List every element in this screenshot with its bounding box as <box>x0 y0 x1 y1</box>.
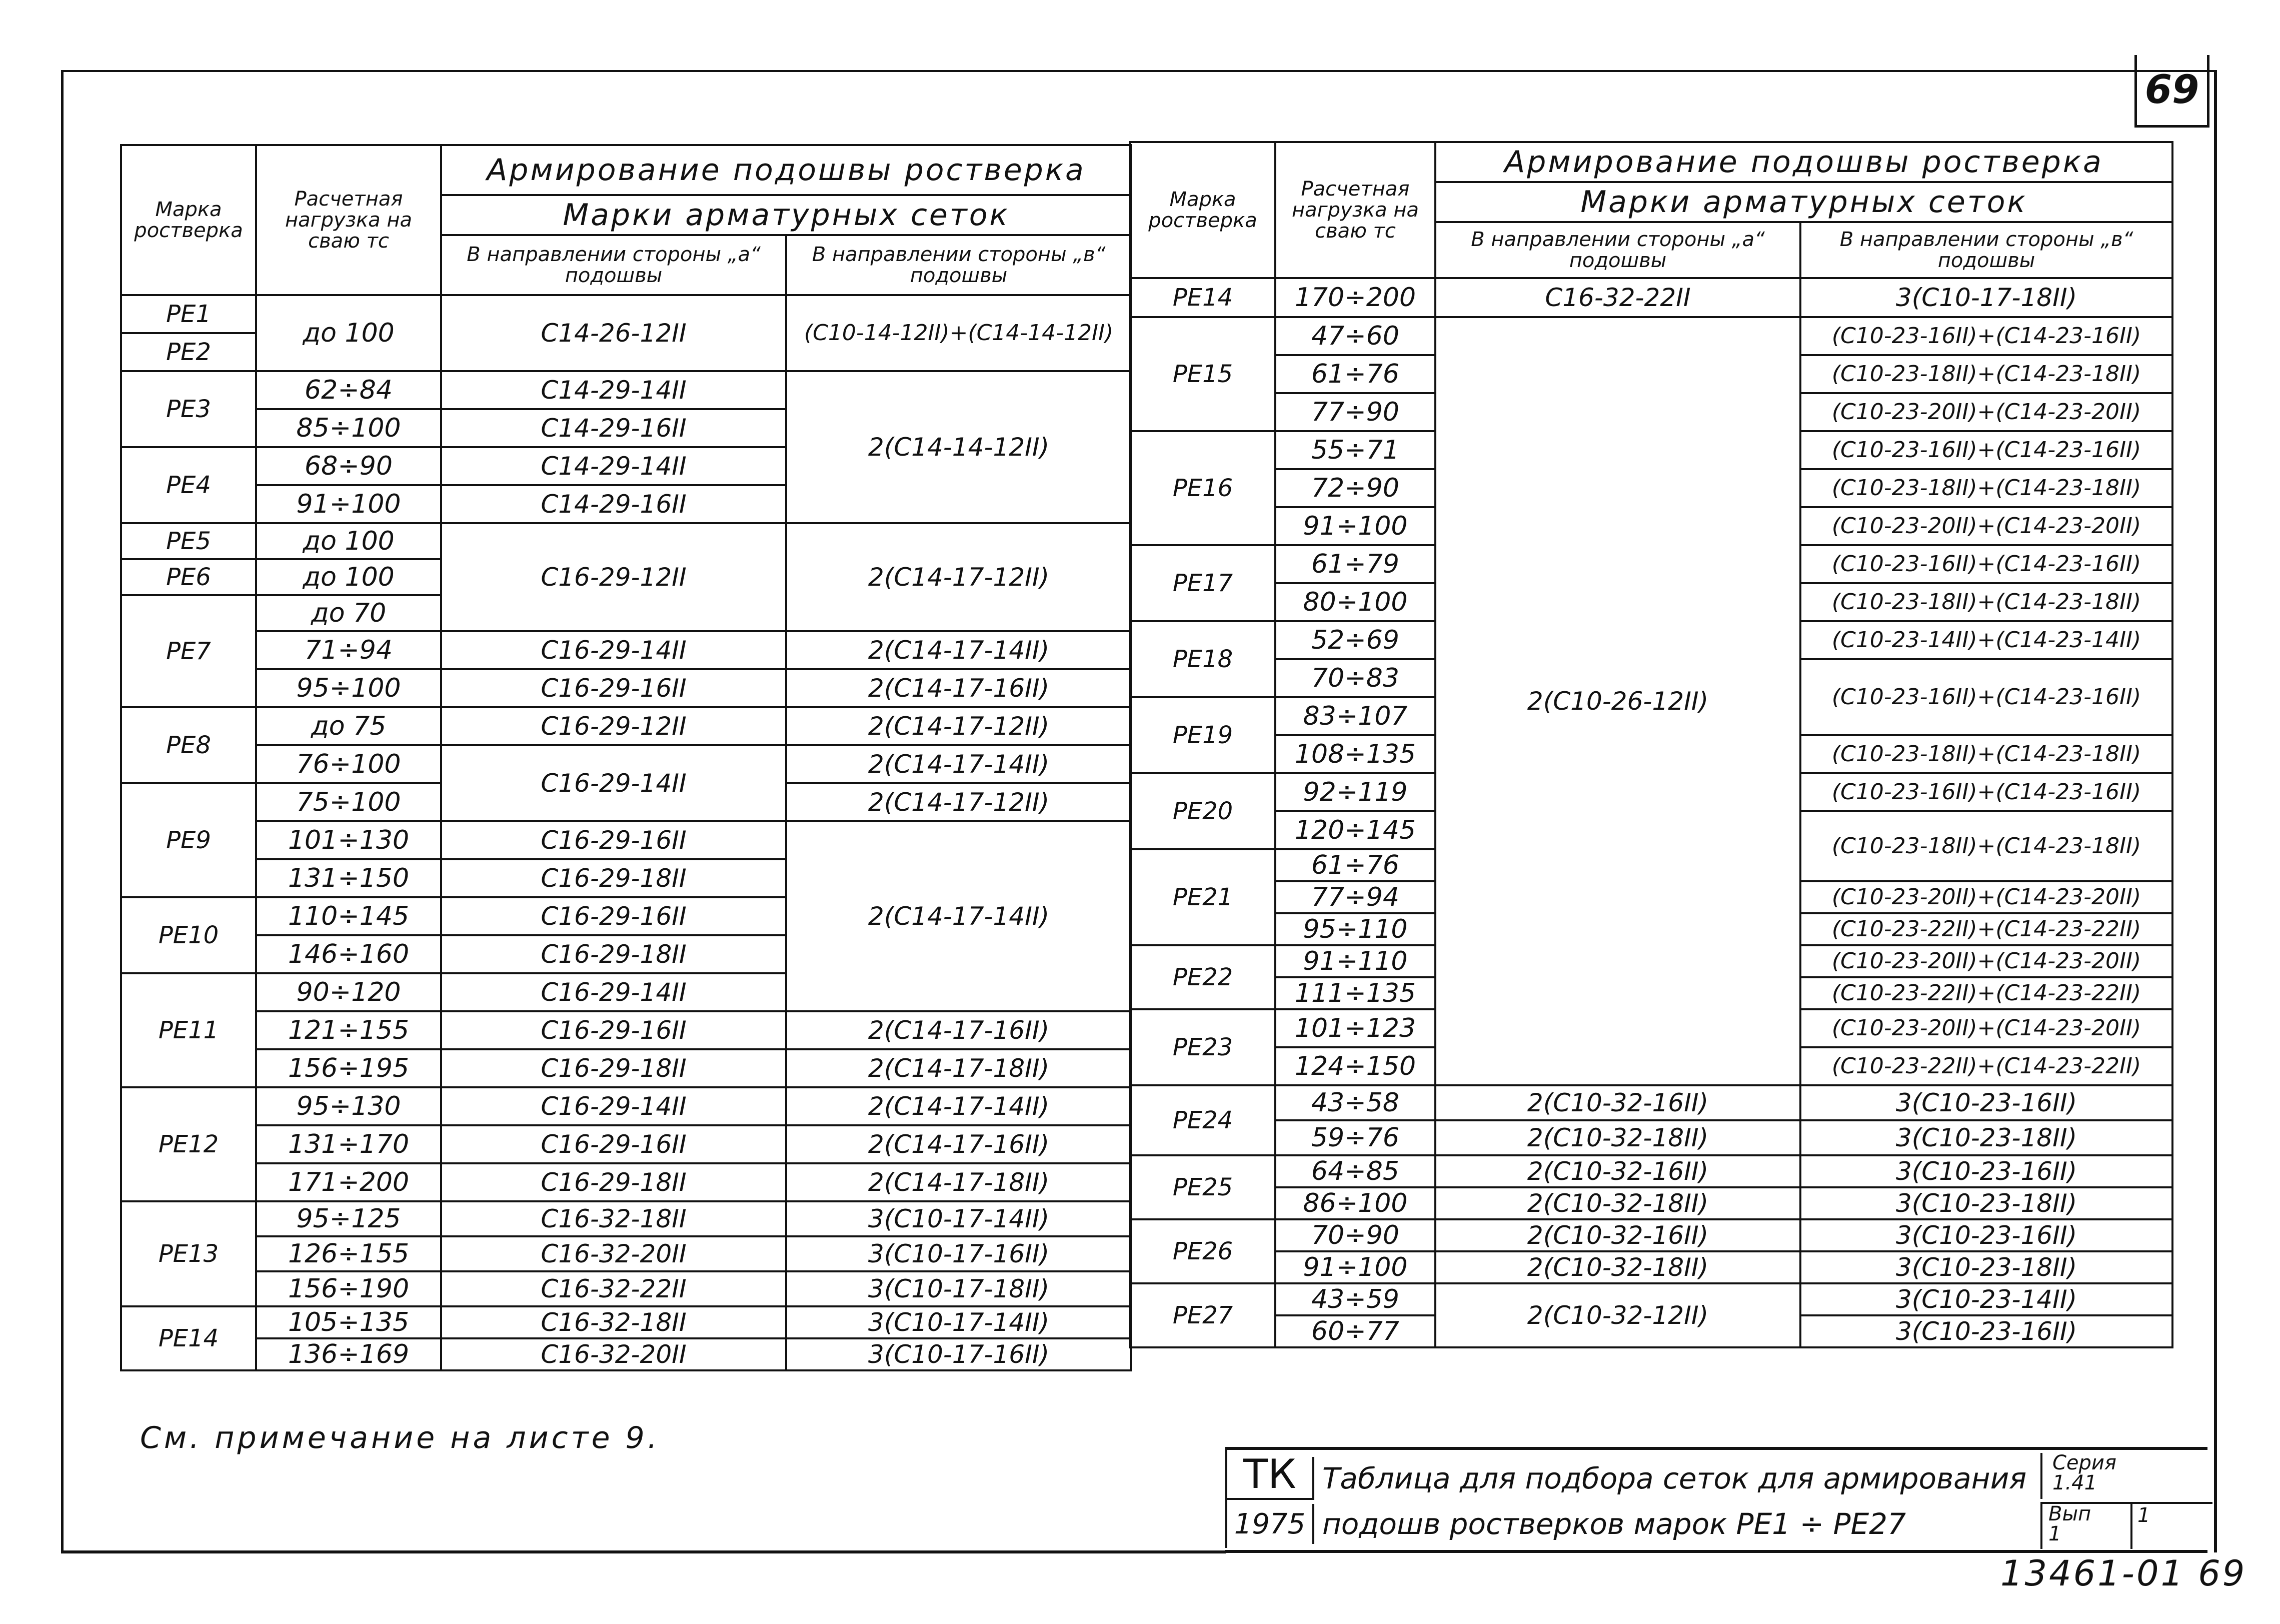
load-cell: 91÷100 <box>256 485 441 523</box>
mark-cell: PE5 <box>121 523 256 559</box>
mark-cell: PE21 <box>1130 849 1275 945</box>
load-cell: 131÷170 <box>256 1125 441 1163</box>
mark-cell: PE8 <box>121 707 256 783</box>
load-cell: 90÷120 <box>256 973 441 1011</box>
side-a-cell: С16-29-12II <box>441 707 786 745</box>
load-cell: 61÷76 <box>1275 355 1435 393</box>
header-group: Армирование подошвы ростверка <box>441 145 1131 195</box>
load-cell: 91÷100 <box>1275 507 1435 545</box>
side-b-cell: 3(С10-23-18II) <box>1800 1187 2172 1219</box>
side-b-cell: (С10-23-18II)+(С14-23-18II) <box>1800 469 2172 507</box>
side-a-cell: С16-29-16II <box>441 1125 786 1163</box>
load-cell: 85÷100 <box>256 409 441 447</box>
side-a-cell: С14-29-14II <box>441 447 786 485</box>
side-b-cell: 2(С14-17-12II) <box>786 783 1131 821</box>
load-cell: 121÷155 <box>256 1011 441 1049</box>
load-cell: 75÷100 <box>256 783 441 821</box>
side-a-cell: С16-29-16II <box>441 821 786 859</box>
side-a-cell: С16-32-22II <box>441 1271 786 1306</box>
side-b-cell: (С10-23-14II)+(С14-23-14II) <box>1800 621 2172 659</box>
side-b-cell: 2(С14-17-14II) <box>786 631 1131 669</box>
side-b-cell: 3(С10-23-16II) <box>1800 1315 2172 1347</box>
side-b-cell: (С10-23-18II)+(С14-23-18II) <box>1800 355 2172 393</box>
side-a-cell: 2(С10-32-16II) <box>1435 1155 1800 1187</box>
mark-cell: PE17 <box>1130 545 1275 621</box>
header-side-a: В направлении стороны „а“ подошвы <box>1435 222 1800 278</box>
load-cell: 77÷94 <box>1275 881 1435 913</box>
mark-cell: PE15 <box>1130 317 1275 431</box>
mark-cell: PE11 <box>121 973 256 1087</box>
side-a-cell: С16-29-14II <box>441 631 786 669</box>
title-line-2: подошв ростверков марок PE1 ÷ PE27 <box>1312 1504 2037 1544</box>
load-cell: 76÷100 <box>256 745 441 783</box>
side-b-cell: 3(С10-23-16II) <box>1800 1155 2172 1187</box>
load-cell: 52÷69 <box>1275 621 1435 659</box>
load-cell: 108÷135 <box>1275 735 1435 773</box>
load-cell: 61÷79 <box>1275 545 1435 583</box>
load-cell: 86÷100 <box>1275 1187 1435 1219</box>
side-b-cell: 3(С10-23-18II) <box>1800 1120 2172 1155</box>
mark-cell: PE19 <box>1130 697 1275 773</box>
left-table <box>120 144 1132 1371</box>
header-subgroup: Марки арматурных сеток <box>441 195 1131 235</box>
side-b-cell: (С10-23-22II)+(С14-23-22II) <box>1800 977 2172 1009</box>
side-a-cell: С16-29-14II <box>441 745 786 821</box>
mark-cell: PE1 <box>121 295 256 333</box>
side-a-cell: 2(С10-26-12II) <box>1435 317 1800 1085</box>
mark-cell: PE10 <box>121 897 256 973</box>
header-load: Расчетная нагрузка на сваю тс <box>1275 142 1435 278</box>
load-cell: 101÷123 <box>1275 1009 1435 1047</box>
side-a-cell: С16-32-20II <box>441 1338 786 1370</box>
year: 1975 <box>1225 1500 1312 1548</box>
side-a-cell: С16-29-18II <box>441 1049 786 1087</box>
load-cell: 43÷59 <box>1275 1283 1435 1315</box>
side-b-cell: (С10-23-16II)+(С14-23-16II) <box>1800 773 2172 811</box>
title-block <box>1225 1447 2207 1553</box>
mark-cell: PE3 <box>121 371 256 447</box>
load-cell: 131÷150 <box>256 859 441 897</box>
mark-cell: PE13 <box>121 1201 256 1306</box>
load-cell: 60÷77 <box>1275 1315 1435 1347</box>
side-b-cell: (С10-23-16II)+(С14-23-16II) <box>1800 431 2172 469</box>
side-a-cell: 2(С10-32-12II) <box>1435 1283 1800 1347</box>
title-line-1: Таблица для подбора сеток для армирования <box>1312 1457 2037 1500</box>
series-cell <box>2040 1453 2217 1499</box>
load-cell: 64÷85 <box>1275 1155 1435 1187</box>
side-b-cell: 2(С14-17-16II) <box>786 1011 1131 1049</box>
side-b-cell: 2(С14-17-14II) <box>786 821 1131 1011</box>
side-b-cell: 3(С10-17-18II) <box>786 1271 1131 1306</box>
mark-cell: PE12 <box>121 1087 256 1201</box>
side-b-cell: 2(С14-17-16II) <box>786 1125 1131 1163</box>
load-cell: до 100 <box>256 295 441 371</box>
load-cell: 120÷145 <box>1275 811 1435 849</box>
header-side-b: В направлении стороны „в“ подошвы <box>1800 222 2172 278</box>
side-a-cell: С16-29-12II <box>441 523 786 631</box>
mark-cell: PE26 <box>1130 1219 1275 1283</box>
side-b-cell: (С10-23-18II)+(С14-23-18II) <box>1800 735 2172 773</box>
side-a-cell: 2(С10-32-18II) <box>1435 1187 1800 1219</box>
side-a-cell: С14-26-12II <box>441 295 786 371</box>
load-cell: 95÷125 <box>256 1201 441 1236</box>
side-b-cell: 2(С14-17-18II) <box>786 1049 1131 1087</box>
side-a-cell: С16-32-22II <box>1435 278 1800 317</box>
side-b-cell: 2(С14-17-16II) <box>786 669 1131 707</box>
mark-cell: PE20 <box>1130 773 1275 849</box>
load-cell: 61÷76 <box>1275 849 1435 881</box>
side-a-cell: С16-29-18II <box>441 1163 786 1201</box>
side-a-cell: С16-29-14II <box>441 973 786 1011</box>
side-a-cell: С14-29-16II <box>441 409 786 447</box>
load-cell: 71÷94 <box>256 631 441 669</box>
mark-cell: PE23 <box>1130 1009 1275 1085</box>
header-side-a: В направлении стороны „а“ подошвы <box>441 235 786 295</box>
load-cell: 91÷110 <box>1275 945 1435 977</box>
archive-stamp: 13461-01 69 <box>2000 1553 2247 1594</box>
load-cell: 55÷71 <box>1275 431 1435 469</box>
side-b-cell: (С10-23-16II)+(С14-23-16II) <box>1800 545 2172 583</box>
mark-cell: PE7 <box>121 595 256 707</box>
mark-cell: PE25 <box>1130 1155 1275 1219</box>
issue-value: 1 <box>2048 1522 2061 1545</box>
load-cell: 146÷160 <box>256 935 441 973</box>
load-cell: 110÷145 <box>256 897 441 935</box>
load-cell: 101÷130 <box>256 821 441 859</box>
side-b-cell: (С10-23-20II)+(С14-23-20II) <box>1800 881 2172 913</box>
side-a-cell: С16-32-18II <box>441 1201 786 1236</box>
load-cell: 170÷200 <box>1275 278 1435 317</box>
side-b-cell: (С10-23-20II)+(С14-23-20II) <box>1800 507 2172 545</box>
mark-cell: PE2 <box>121 333 256 371</box>
header-load: Расчетная нагрузка на сваю тс <box>256 145 441 295</box>
header-subgroup: Марки арматурных сеток <box>1435 182 2172 222</box>
load-cell: 105÷135 <box>256 1306 441 1338</box>
load-cell: до 100 <box>256 559 441 595</box>
load-cell: 80÷100 <box>1275 583 1435 621</box>
side-b-cell: 3(С10-17-14II) <box>786 1306 1131 1338</box>
footnote: См. примечание на листе 9. <box>140 1420 660 1455</box>
mark-cell: PE16 <box>1130 431 1275 545</box>
side-b-cell: (С10-23-16II)+(С14-23-16II) <box>1800 317 2172 355</box>
series-value: 1.41 <box>2052 1471 2097 1494</box>
side-a-cell: С16-29-16II <box>441 1011 786 1049</box>
side-b-cell: (С10-23-18II)+(С14-23-18II) <box>1800 583 2172 621</box>
series-label: Серия <box>2052 1451 2116 1474</box>
side-a-cell: С16-29-18II <box>441 935 786 973</box>
load-cell: 59÷76 <box>1275 1120 1435 1155</box>
load-cell: до 75 <box>256 707 441 745</box>
side-a-cell: С14-29-14II <box>441 371 786 409</box>
load-cell: 95÷130 <box>256 1087 441 1125</box>
mark-cell: PE9 <box>121 783 256 897</box>
load-cell: 92÷119 <box>1275 773 1435 811</box>
side-b-cell: 2(С14-17-14II) <box>786 745 1131 783</box>
side-b-cell: 3(С10-17-18II) <box>1800 278 2172 317</box>
load-cell: 72÷90 <box>1275 469 1435 507</box>
side-b-cell: 2(С14-17-18II) <box>786 1163 1131 1201</box>
mark-cell: PE22 <box>1130 945 1275 1009</box>
load-cell: 68÷90 <box>256 447 441 485</box>
side-b-cell: (С10-23-20II)+(С14-23-20II) <box>1800 945 2172 977</box>
org-code: ТК <box>1225 1450 1312 1500</box>
side-b-cell: (С10-23-22II)+(С14-23-22II) <box>1800 1047 2172 1085</box>
mark-cell: PE14 <box>1130 278 1275 317</box>
side-a-cell: С16-29-14II <box>441 1087 786 1125</box>
mark-cell: PE14 <box>121 1306 256 1370</box>
side-b-cell: 3(С10-23-14II) <box>1800 1283 2172 1315</box>
load-cell: 70÷83 <box>1275 659 1435 697</box>
load-cell: 95÷100 <box>256 669 441 707</box>
side-b-cell: 3(С10-23-18II) <box>1800 1251 2172 1283</box>
load-cell: 124÷150 <box>1275 1047 1435 1085</box>
header-mark: Марка ростверка <box>121 145 256 295</box>
header-group: Армирование подошвы ростверка <box>1435 142 2172 182</box>
load-cell: 62÷84 <box>256 371 441 409</box>
side-b-cell: 2(С14-14-12II) <box>786 371 1131 523</box>
load-cell: 43÷58 <box>1275 1085 1435 1120</box>
side-b-cell: 2(С14-17-12II) <box>786 707 1131 745</box>
load-cell: до 100 <box>256 523 441 559</box>
side-a-cell: С16-29-18II <box>441 859 786 897</box>
load-cell: 126÷155 <box>256 1236 441 1271</box>
issue-cell <box>2040 1502 2133 1549</box>
mark-cell: PE4 <box>121 447 256 523</box>
mark-cell: PE18 <box>1130 621 1275 697</box>
load-cell: 70÷90 <box>1275 1219 1435 1251</box>
side-b-cell: 3(С10-17-16II) <box>786 1338 1131 1370</box>
load-cell: 136÷169 <box>256 1338 441 1370</box>
side-b-cell: 3(С10-23-16II) <box>1800 1085 2172 1120</box>
header-mark: Марка ростверка <box>1130 142 1275 278</box>
side-a-cell: 2(С10-32-16II) <box>1435 1219 1800 1251</box>
side-a-cell: 2(С10-32-16II) <box>1435 1085 1800 1120</box>
mark-cell: PE6 <box>121 559 256 595</box>
side-b-cell: (С10-23-16II)+(С14-23-16II) <box>1800 659 2172 735</box>
load-cell: 171÷200 <box>256 1163 441 1201</box>
sheet-cell <box>2130 1502 2212 1549</box>
side-b-cell: 3(С10-17-14II) <box>786 1201 1131 1236</box>
side-a-cell: С16-32-18II <box>441 1306 786 1338</box>
side-a-cell: С16-29-16II <box>441 669 786 707</box>
issue-label: Вып <box>2048 1502 2091 1525</box>
sheet-value: 1 <box>2137 1504 2150 1527</box>
page-number: 69 <box>2144 68 2199 113</box>
load-cell: 95÷110 <box>1275 913 1435 945</box>
mark-cell: PE24 <box>1130 1085 1275 1155</box>
load-cell: 156÷195 <box>256 1049 441 1087</box>
frame-bottom-line <box>61 1550 1226 1553</box>
side-b-cell: (С10-23-20II)+(С14-23-20II) <box>1800 1009 2172 1047</box>
right-table <box>1129 141 2173 1348</box>
load-cell: 77÷90 <box>1275 393 1435 431</box>
load-cell: 47÷60 <box>1275 317 1435 355</box>
side-b-cell: (С10-14-12II)+(С14-14-12II) <box>786 295 1131 371</box>
side-b-cell: 3(С10-23-16II) <box>1800 1219 2172 1251</box>
load-cell: 91÷100 <box>1275 1251 1435 1283</box>
side-b-cell: (С10-23-22II)+(С14-23-22II) <box>1800 913 2172 945</box>
page-number-box <box>2134 55 2209 128</box>
side-a-cell: С16-32-20II <box>441 1236 786 1271</box>
side-b-cell: 2(С14-17-12II) <box>786 523 1131 631</box>
side-a-cell: С14-29-16II <box>441 485 786 523</box>
load-cell: до 70 <box>256 595 441 631</box>
header-side-b: В направлении стороны „в“ подошвы <box>786 235 1131 295</box>
side-a-cell: 2(С10-32-18II) <box>1435 1251 1800 1283</box>
load-cell: 111÷135 <box>1275 977 1435 1009</box>
side-b-cell: 2(С14-17-14II) <box>786 1087 1131 1125</box>
side-a-cell: С16-29-16II <box>441 897 786 935</box>
mark-cell: PE27 <box>1130 1283 1275 1347</box>
load-cell: 156÷190 <box>256 1271 441 1306</box>
side-b-cell: 3(С10-17-16II) <box>786 1236 1131 1271</box>
side-b-cell: (С10-23-18II)+(С14-23-18II) <box>1800 811 2172 881</box>
load-cell: 83÷107 <box>1275 697 1435 735</box>
side-a-cell: 2(С10-32-18II) <box>1435 1120 1800 1155</box>
side-b-cell: (С10-23-20II)+(С14-23-20II) <box>1800 393 2172 431</box>
